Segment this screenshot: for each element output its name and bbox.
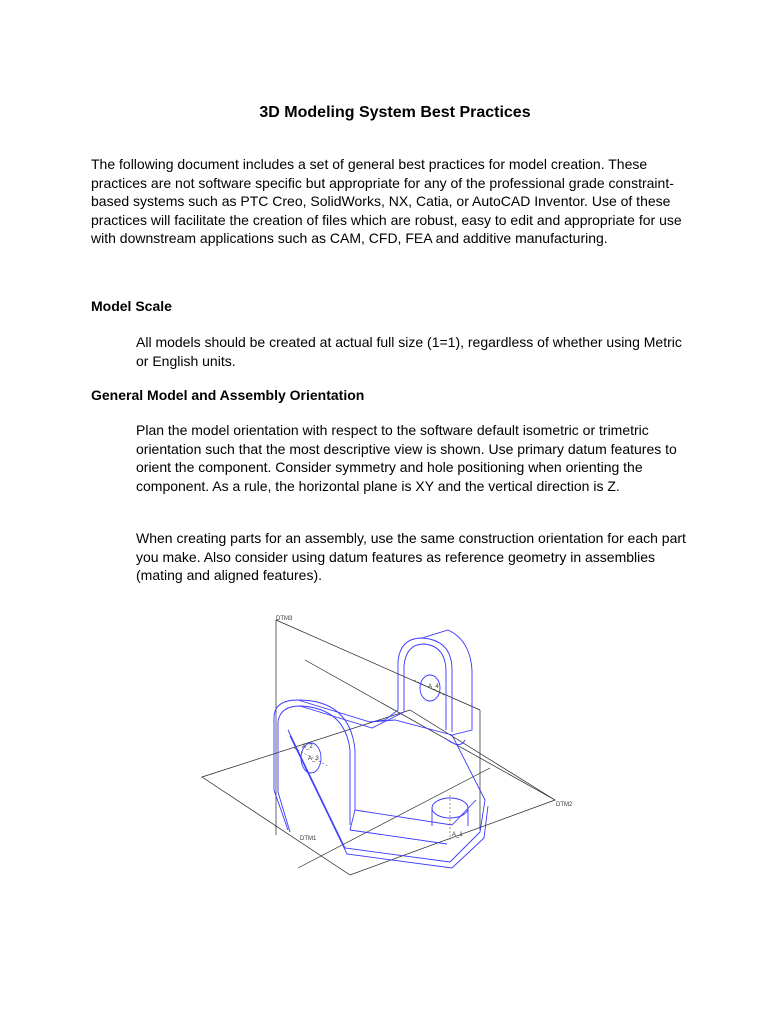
rear-lug-outline (398, 638, 452, 732)
label-a1: A_1 (452, 832, 463, 838)
base-outline (288, 720, 485, 862)
datum-plane-vertical-top-edge (276, 620, 480, 710)
orientation-paragraph-1: Plan the model orientation with respect to the software default isometric or trimetric orientation such that the most descriptive view is shown. Use primary datum features to orient the component. Consider symmetry and hole positioning when orienting the component. As a rule, the horizontal plane is XY and the vertical direction is Z. (136, 422, 677, 494)
label-dtm2: DTM2 (556, 802, 573, 808)
left-lug-front-2 (278, 722, 290, 832)
intro-paragraph: The following document includes a set of general best practices for model creation. These practices are not software specific but appropriate for any of the professional grade constraint-based systems such as PTC Creo, SolidWorks, NX, Catia, or AutoCAD Inventor. Use of these practices will facilitate the creation of files which are robust, easy to edit and appropriate for use with downstream applications such as CAM, CFD, FEA and additive manufacturing. (91, 156, 682, 247)
section-heading-orientation: General Model and Assembly Orientation (91, 387, 365, 403)
isometric-model-figure (190, 600, 590, 900)
base-top-edge (355, 800, 476, 825)
datum-line-a (298, 768, 490, 868)
label-a4: A_4 (428, 684, 439, 690)
left-lug-inner (278, 706, 350, 825)
datum-plane-horizontal (202, 710, 555, 875)
label-dtm3: DTM3 (276, 616, 293, 622)
rear-lug-side (422, 630, 472, 735)
model-drawing (190, 600, 590, 900)
orientation-paragraph-2: When creating parts for an assembly, use the same construction orientation for each part you make. Also consider using datum features as reference geometry in assemblies (mating and aligned features). (136, 530, 686, 584)
label-a2: A_2 (302, 744, 313, 750)
model-scale-paragraph: All models should be created at actual full size (1=1), regardless of whether using Metric or English units. (136, 334, 682, 369)
datum-line-b (305, 660, 555, 800)
document-title: 3D Modeling System Best Practices (259, 104, 531, 121)
base-outline-lower (290, 736, 488, 868)
label-a3: A_3 (308, 756, 319, 762)
section-heading-model-scale: Model Scale (91, 298, 172, 314)
base-inner-edge (350, 830, 447, 844)
figure-labels (276, 616, 573, 842)
datum-planes (202, 620, 555, 875)
label-dtm1: DTM1 (300, 836, 317, 842)
